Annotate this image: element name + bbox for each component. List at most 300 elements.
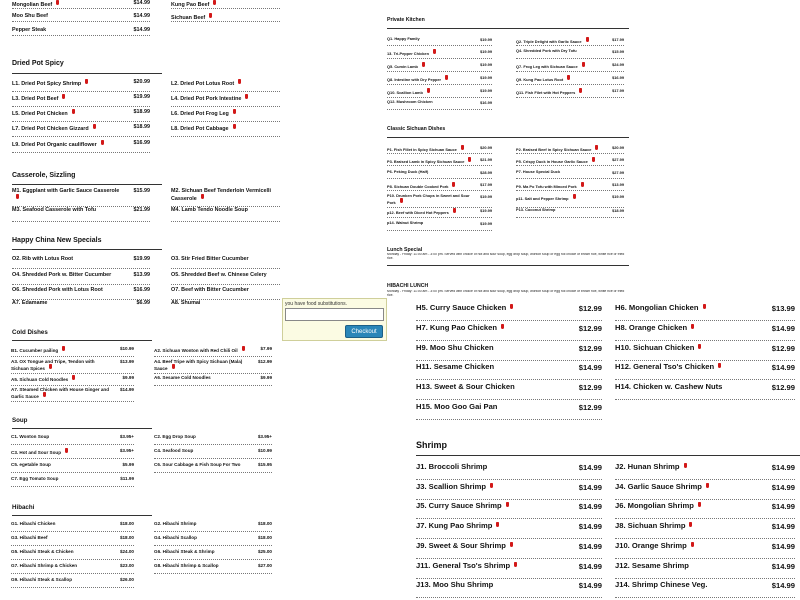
menu-item-o2-rib-with-lotus-root[interactable]: [12, 256, 150, 269]
menu-item-a5-sichuan-cold-noodles[interactable]: [11, 375, 134, 386]
menu-item-name: [154, 563, 250, 568]
menu-item-name-text: L6. Dried Pot Frog Leg: [171, 111, 229, 117]
section-divider: [387, 28, 629, 29]
section-title-hibachi-lunch: HIBACHI LUNCH: [387, 283, 429, 289]
menu-item-price: [272, 272, 280, 278]
section-divider: [12, 515, 152, 516]
menu-item-j2-hunan-shrimp[interactable]: [615, 463, 795, 480]
chili-pepper-icon: [691, 324, 694, 329]
menu-item-q4-shredded-pork-with-dry-tofu[interactable]: [516, 49, 624, 59]
menu-item-c4-seafood-soup[interactable]: [154, 448, 272, 459]
menu-item-b1-cucumber-pailing[interactable]: [11, 346, 134, 357]
menu-item-name-text: P1. Fish Fillet in Spicy Sichuan Sauce: [387, 147, 457, 152]
menu-item-q8-intestine-with-dry-pepper[interactable]: [387, 75, 492, 85]
menu-item-g8-hibachi-shrimp-scallop[interactable]: [154, 563, 272, 574]
menu-item-a4-beef-tripe-with-spicy-sichuan-mala-sauce[interactable]: [154, 359, 272, 374]
menu-item-price: $5.99: [122, 462, 134, 467]
menu-item-c7-egg-tomato-soup[interactable]: [11, 476, 134, 487]
menu-item-name-text: Mongolian Beef: [12, 2, 53, 8]
menu-item-name-text: P10. Drunken Pork Chops in Sweet and Sour Pork: [387, 194, 470, 206]
chili-pepper-icon: [238, 79, 241, 84]
menu-item-q5-cumin-lamb[interactable]: [387, 62, 492, 72]
menu-item-name-text: H12. General Tso's Chicken: [615, 363, 715, 371]
menu-item-c1-wonton-soup[interactable]: [11, 434, 134, 445]
menu-item-name: [416, 304, 574, 313]
section-title-dried-pot-spicy: Dried Pot Spicy: [12, 60, 64, 67]
menu-item-name-text: J11. General Tso's Shrimp: [416, 562, 511, 570]
menu-item-name: [11, 359, 110, 372]
menu-item-h10-sichuan-chicken[interactable]: [615, 344, 795, 361]
menu-item-name: [12, 140, 124, 148]
menu-item-name: [387, 88, 474, 95]
menu-item-name-text: L7. Dried Pot Chicken Gizzard: [12, 126, 89, 132]
menu-item-name-text: Q12. Mushroom Chicken: [387, 100, 433, 104]
menu-item-name-text: C2. Egg Drop Soup: [154, 434, 196, 439]
menu-item-price: $14.99: [771, 363, 795, 372]
section-note-hibachi-lunch: Monday - Friday: 11:00 am - 3:00 pm. Served with choice of hot and sour soup, egg drop soup, wonton soup or egg roll choice of brown rice, white rice or fried rice.: [387, 290, 625, 297]
menu-item-j12-sesame-shrimp[interactable]: [615, 562, 795, 579]
menu-item-price: $20.99: [612, 145, 624, 150]
menu-item-name-text: B1. Cucumber pailing: [11, 348, 59, 353]
menu-item-price: $21.99: [480, 157, 492, 162]
menu-item-name: [615, 522, 767, 531]
menu-item-price: $16.99: [612, 75, 624, 80]
menu-item-c5-egetable-soup[interactable]: [11, 462, 134, 473]
menu-item-name-text: H5. Curry Sauce Chicken: [416, 304, 507, 312]
menu-item-o3-stir-fried-bitter-cucumber[interactable]: [171, 256, 280, 269]
menu-item-name-text: Q11. Fish Filet with Hot Peppers: [516, 90, 576, 95]
menu-item-price: $12.99: [578, 324, 602, 333]
menu-item-price: $14.99: [771, 522, 795, 531]
section-title-classic-sichuan-dishes: Classic Sichuan Dishes: [387, 126, 446, 132]
menu-item-price: $14.99: [578, 363, 602, 372]
menu-item-a3-ox-tongue-and-tripe-tendon-with-sichuan-spices[interactable]: [11, 359, 134, 374]
menu-item-name: [154, 346, 250, 353]
menu-item-name-text: J12. Sesame Shrimp: [615, 562, 689, 570]
menu-item-name-text: J3. Scallion Shrimp: [416, 483, 487, 491]
menu-item-p14-walnut-shrimp[interactable]: [387, 221, 492, 231]
menu-item-name-text: P6. Peking Duck (Half): [387, 170, 429, 174]
chili-pepper-icon: [501, 324, 504, 329]
menu-item-h6-mongolian-chicken[interactable]: [615, 304, 795, 321]
menu-item-name-text: J10. Orange Shrimp: [615, 542, 687, 550]
menu-item-price: $18.99: [133, 124, 150, 130]
menu-item-name: [387, 145, 474, 152]
chili-pepper-icon: [213, 0, 216, 5]
menu-item-kung-pao-beef[interactable]: [171, 0, 280, 9]
menu-item-price: $12.99: [578, 304, 602, 313]
menu-item-h5-curry-sauce-chicken[interactable]: [416, 304, 602, 321]
menu-item-price: $18.99: [612, 208, 624, 213]
menu-item-g7-hibachi-shrimp-chicken[interactable]: [11, 563, 134, 574]
menu-item-h9-moo-shu-chicken[interactable]: [416, 344, 602, 361]
chili-pepper-icon: [245, 94, 248, 99]
menu-item-price: $14.99: [771, 542, 795, 551]
menu-item-price: $27.99: [612, 170, 624, 175]
menu-item-price: $13.99: [133, 272, 150, 278]
menu-item-j14-shrimp-chinese-veg[interactable]: [615, 581, 795, 598]
menu-item-moo-shu-beef[interactable]: [12, 13, 150, 22]
menu-item-p11-salt-and-pepper-shrimp[interactable]: [516, 194, 624, 208]
menu-item-name-text: 13. Tri-Pepper Chicken: [387, 51, 429, 56]
menu-item-price: $14.99: [771, 581, 795, 590]
menu-item-p6-peking-duck-half[interactable]: [387, 170, 492, 179]
chili-pepper-icon: [72, 109, 75, 114]
menu-item-name: [11, 346, 110, 353]
menu-item-m3-seafood-casserole-with-tofu[interactable]: [12, 207, 150, 222]
menu-item-p12-beef-with-diced-hot-peppers[interactable]: [387, 208, 492, 218]
menu-item-p10-drunken-pork-chops-in-sweet-and-sour-pork[interactable]: [387, 194, 492, 208]
menu-item-j9-sweet-sour-shrimp[interactable]: [416, 542, 602, 559]
chili-pepper-icon: [433, 49, 436, 54]
menu-item-name-text: L3. Dried Pot Beef: [12, 96, 59, 102]
menu-item-name: [416, 502, 574, 511]
chili-pepper-icon: [62, 346, 65, 351]
menu-item-price: $10.99: [257, 448, 272, 453]
menu-item-name-text: H6. Mongolian Chicken: [615, 304, 699, 312]
menu-item-l2-dried-pot-lotus-root[interactable]: [171, 79, 280, 92]
chili-pepper-icon: [689, 522, 692, 527]
menu-item-name: [516, 62, 606, 69]
menu-item-l4-dried-pot-pork-intestine[interactable]: [171, 94, 280, 107]
menu-item-c2-egg-drop-soup[interactable]: [154, 434, 272, 445]
menu-item-p9-ma-po-tofu-with-minced-pork[interactable]: [516, 182, 624, 191]
menu-item-price: $27.99: [612, 157, 624, 162]
menu-item-h13-sweet-sour-chicken[interactable]: [416, 383, 602, 400]
menu-item-name: [516, 88, 606, 95]
menu-item-name: [615, 483, 767, 492]
menu-item-c6-sour-cabbage-fish-soup-for-two[interactable]: [154, 462, 272, 473]
chili-pepper-icon: [72, 375, 75, 380]
section-title-shrimp: Shrimp: [416, 440, 448, 450]
menu-item-j7-kung-pao-shrimp[interactable]: [416, 522, 602, 539]
menu-item-p2-braised-beef-in-spicy-sichuan-sauce[interactable]: [516, 145, 624, 154]
menu-item-p13-coconut-shrimp[interactable]: [516, 208, 624, 218]
menu-item-price: $18.00: [119, 521, 134, 526]
menu-item-m4-lamb-tendo-noodle-soup[interactable]: [171, 207, 280, 222]
menu-item-name-text: Q4. Shredded Pork with Dry Tofu: [516, 49, 577, 53]
menu-item-name: [516, 194, 606, 201]
menu-item-price: $18.00: [257, 535, 272, 540]
menu-item-price: $14.99: [771, 502, 795, 511]
menu-item-name-text: C5. egetable Soup: [11, 462, 51, 467]
menu-item-pepper-steak[interactable]: [12, 27, 150, 36]
menu-item-name: [615, 383, 767, 392]
chili-pepper-icon: [592, 157, 595, 162]
menu-item-13-tri-pepper-chicken[interactable]: [387, 49, 492, 59]
menu-item-name: [615, 463, 767, 472]
menu-item-price: $17.99: [612, 37, 624, 42]
special-instructions-input[interactable]: [285, 308, 384, 321]
menu-item-q11-fish-filet-with-hot-peppers[interactable]: [516, 88, 624, 98]
menu-item-price: $12.99: [771, 383, 795, 392]
menu-item-name: [387, 62, 474, 69]
menu-item-name-text: M4. Lamb Tendo Noodle Soup: [171, 207, 248, 213]
checkout-button[interactable]: Checkout: [345, 325, 383, 338]
section-divider: [387, 137, 629, 138]
menu-item-name: [12, 287, 124, 293]
menu-item-price: $15.99: [612, 49, 624, 54]
menu-item-name-text: O2. Rib with Lotus Root: [12, 256, 74, 262]
menu-item-name: [154, 359, 250, 372]
menu-item-name: [387, 49, 474, 56]
menu-item-price: $6.99: [136, 300, 150, 306]
menu-item-name-text: Q10. Scallion Lamb: [387, 90, 423, 95]
chili-pepper-icon: [461, 145, 464, 150]
menu-item-name: [11, 535, 110, 540]
menu-panel-p4: [400, 300, 800, 600]
menu-item-name-text: C1. Wonton Soup: [11, 434, 50, 439]
menu-item-name: [416, 463, 574, 472]
menu-item-name: [416, 542, 574, 551]
menu-item-c3-hot-and-sour-soup[interactable]: [11, 448, 134, 459]
menu-item-name: [171, 207, 272, 213]
menu-item-q10-scallion-lamb[interactable]: [387, 88, 492, 98]
menu-item-j3-scallion-shrimp[interactable]: [416, 483, 602, 500]
chili-pepper-icon: [586, 37, 589, 42]
menu-item-l7-dried-pot-chicken-gizzard[interactable]: [12, 124, 150, 137]
menu-item-name-text: G3. Hibachi Beef: [11, 535, 48, 540]
menu-item-name: [516, 182, 606, 189]
menu-item-price: [272, 256, 280, 262]
menu-item-price: $18.00: [257, 521, 272, 526]
chili-pepper-icon: [468, 157, 471, 162]
menu-item-name-text: H9. Moo Shu Chicken: [416, 344, 494, 352]
menu-item-j13-moo-shu-shrimp[interactable]: [416, 581, 602, 598]
menu-item-price: [272, 94, 280, 100]
menu-item-q7-frog-leg-with-sichuan-sauce[interactable]: [516, 62, 624, 72]
menu-item-name-text: J7. Kung Pao Shrimp: [416, 522, 493, 530]
menu-item-name-text: P7. House Special Duck: [516, 170, 561, 174]
chili-pepper-icon: [579, 88, 582, 93]
menu-item-m1-eggplant-with-garlic-sauce-casserole[interactable]: [12, 188, 150, 207]
menu-item-name: [516, 170, 606, 174]
chili-pepper-icon: [56, 0, 59, 5]
menu-item-name: [416, 483, 574, 492]
chili-pepper-icon: [65, 448, 68, 453]
menu-item-price: $13.99: [771, 304, 795, 313]
menu-item-name: [387, 37, 474, 41]
menu-item-name: [171, 300, 272, 306]
menu-item-name-text: Pepper Steak: [12, 27, 47, 33]
menu-item-name-text: A7. Edamame: [12, 300, 48, 306]
menu-item-j10-orange-shrimp[interactable]: [615, 542, 795, 559]
menu-panel-p3: [382, 0, 800, 300]
menu-item-a7-steamed-chicken-with-house-ginger-and-garlic-sauce[interactable]: [11, 387, 134, 402]
menu-item-price: $19.99: [480, 194, 492, 199]
menu-item-price: $12.99: [257, 359, 272, 364]
menu-item-q1-happy-family[interactable]: [387, 37, 492, 46]
menu-item-h12-general-tso-s-chicken[interactable]: [615, 363, 795, 380]
chili-pepper-icon: [718, 363, 721, 368]
menu-item-name: [171, 13, 272, 21]
menu-item-name-text: G2. Hibachi Shrimp: [154, 521, 197, 526]
chili-pepper-icon: [233, 109, 236, 114]
special-instructions-popup: [282, 298, 387, 341]
menu-item-price: $19.99: [612, 194, 624, 199]
menu-item-o6-shredded-pork-with-lotus-root[interactable]: [12, 287, 150, 300]
menu-item-j4-garlic-sauce-shrimp[interactable]: [615, 483, 795, 500]
menu-item-g1-hibachi-chicken[interactable]: [11, 521, 134, 532]
menu-item-price: $17.99: [612, 88, 624, 93]
menu-item-q9-kung-pao-lotus-root[interactable]: [516, 75, 624, 85]
menu-item-name-text: Q1. Happy Family: [387, 37, 420, 41]
menu-item-l8-dried-pot-cabbage[interactable]: [171, 124, 280, 137]
menu-item-m2-sichuan-beef-tenderloin-vermicelli-casserole[interactable]: [171, 188, 280, 207]
chili-pepper-icon: [510, 542, 513, 547]
menu-item-name: [416, 562, 574, 571]
section-divider: [12, 184, 162, 185]
menu-item-mongolian-beef[interactable]: [12, 0, 150, 9]
menu-item-a2-sichuan-wonton-with-red-chili-oil[interactable]: [154, 346, 272, 357]
section-divider: [387, 265, 629, 266]
menu-item-name-text: H10. Sichuan Chicken: [615, 344, 695, 352]
chili-pepper-icon: [427, 88, 430, 93]
menu-item-name: [154, 375, 250, 380]
chili-pepper-icon: [422, 62, 425, 67]
menu-item-h14-chicken-w-cashew-nuts[interactable]: [615, 383, 795, 400]
menu-item-g4-hibachi-scallop[interactable]: [154, 535, 272, 546]
section-divider: [12, 249, 162, 250]
chili-pepper-icon: [209, 13, 212, 18]
menu-item-l9-dried-pot-organic-cauliflower[interactable]: [12, 140, 150, 153]
menu-item-price: [272, 300, 280, 306]
menu-item-name-text: H14. Chicken w. Cashew Nuts: [615, 383, 723, 391]
menu-item-name-text: J6. Mongolian Shrimp: [615, 502, 694, 510]
menu-item-price: [272, 124, 280, 130]
section-divider: [416, 455, 800, 456]
chili-pepper-icon: [582, 62, 585, 67]
menu-item-name-text: C4. Seafood Soup: [154, 448, 194, 453]
menu-item-price: $19.99: [480, 49, 492, 54]
menu-item-name-text: O7. Beef with Bitter Cucumber: [171, 287, 249, 293]
menu-item-name-text: A2. Sichuan Wonton with Red Chili Oil: [154, 348, 238, 353]
menu-item-name: [12, 109, 124, 117]
menu-item-o4-shredded-pork-w-bitter-cucumber[interactable]: [12, 272, 150, 285]
menu-item-p5-crispy-duck-in-house-garlic-sauce[interactable]: [516, 157, 624, 166]
menu-item-name: [12, 0, 124, 8]
menu-item-price: $9.99: [122, 375, 134, 380]
menu-item-h15-moo-goo-gai-pan[interactable]: [416, 403, 602, 420]
menu-item-l1-dried-pot-spicy-shrimp[interactable]: [12, 79, 150, 92]
menu-item-name-text: Q9. Kung Pao Lotus Root: [516, 77, 564, 82]
section-title-happy-china-new-specials: Happy China New Specials: [12, 237, 102, 244]
chili-pepper-icon: [172, 364, 175, 369]
menu-item-name: [12, 188, 124, 202]
menu-item-name-text: L2. Dried Pot Lotus Root: [171, 81, 235, 87]
menu-item-name: [11, 434, 110, 439]
menu-item-h11-sesame-chicken[interactable]: [416, 363, 602, 380]
menu-item-name: [615, 344, 767, 353]
menu-item-name: [416, 344, 574, 353]
menu-item-name: [171, 0, 272, 8]
menu-item-j6-mongolian-shrimp[interactable]: [615, 502, 795, 519]
menu-item-j8-sichuan-shrimp[interactable]: [615, 522, 795, 539]
menu-item-p7-house-special-duck[interactable]: [516, 170, 624, 179]
menu-item-name-text: G8. Hibachi Shrimp & Scallop: [154, 563, 219, 568]
menu-item-price: $26.00: [119, 577, 134, 582]
menu-item-name-text: G9. Hibachi Steak & Scallop: [11, 577, 73, 582]
menu-item-name: [387, 170, 474, 174]
chili-pepper-icon: [452, 182, 455, 187]
menu-item-price: $14.99: [771, 463, 795, 472]
menu-item-l3-dried-pot-beef[interactable]: [12, 94, 150, 107]
menu-item-name: [416, 383, 574, 392]
menu-item-price: $16.99: [133, 287, 150, 293]
menu-item-g3-hibachi-beef[interactable]: [11, 535, 134, 546]
menu-item-name-text: Q7. Frog Leg with Sichuan Sauce: [516, 64, 578, 69]
menu-item-a8-shumai[interactable]: [171, 300, 280, 310]
chili-pepper-icon: [233, 124, 236, 129]
menu-item-name-text: G1. Hibachi Chicken: [11, 521, 56, 526]
menu-item-p1-fish-fillet-in-spicy-sichuan-sauce[interactable]: [387, 145, 492, 154]
menu-item-name: [12, 124, 124, 132]
menu-item-g2-hibachi-shrimp[interactable]: [154, 521, 272, 532]
menu-item-price: $9.99: [260, 375, 272, 380]
menu-item-price: $19.99: [480, 208, 492, 213]
menu-item-sichuan-beef[interactable]: [171, 13, 280, 22]
menu-item-h8-orange-chicken[interactable]: [615, 324, 795, 341]
menu-item-q2-triple-delight-with-garlic-sauce[interactable]: [516, 37, 624, 46]
menu-item-price: $24.00: [119, 549, 134, 554]
menu-item-name: [12, 13, 124, 19]
menu-item-a6-sesame-cold-noodles[interactable]: [154, 375, 272, 386]
menu-item-name-text: P9. Ma Po Tofu with Minced Pork: [516, 184, 577, 189]
menu-item-o7-beef-with-bitter-cucumber[interactable]: [171, 287, 280, 300]
menu-item-name-text: C6. Sour Cabbage & Fish Soup For Two: [154, 462, 241, 467]
menu-item-name: [12, 256, 124, 262]
chili-pepper-icon: [703, 304, 706, 309]
menu-item-j1-broccoli-shrimp[interactable]: [416, 463, 602, 480]
menu-item-price: [272, 79, 280, 85]
menu-item-price: $23.00: [119, 563, 134, 568]
menu-item-price: $19.99: [480, 75, 492, 80]
menu-item-price: $17.99: [480, 182, 492, 187]
menu-item-p3-braised-lamb-in-spicy-sichuan-sauce[interactable]: [387, 157, 492, 166]
menu-item-name-text: J1. Broccoli Shrimp: [416, 463, 488, 471]
menu-item-name: [516, 75, 606, 82]
section-title-soup: Soup: [12, 417, 28, 424]
menu-item-price: $27.00: [257, 563, 272, 568]
menu-item-name-text: P13. Coconut Shrimp: [516, 208, 556, 212]
menu-item-j11-general-tso-s-shrimp[interactable]: [416, 562, 602, 579]
menu-item-g5-hibachi-steak-chicken[interactable]: [11, 549, 134, 560]
menu-item-name: [416, 403, 574, 412]
chili-pepper-icon: [201, 194, 204, 199]
menu-item-a7-edamame[interactable]: [12, 300, 150, 310]
menu-item-h7-kung-pao-chicken[interactable]: [416, 324, 602, 341]
menu-item-g9-hibachi-steak-scallop[interactable]: [11, 577, 134, 588]
menu-item-q12-mushroom-chicken[interactable]: [387, 100, 492, 110]
menu-item-g6-hibachi-steak-shrimp[interactable]: [154, 549, 272, 560]
menu-item-o5-shredded-beef-w-chinese-celery[interactable]: [171, 272, 280, 285]
section-title-casserole-sizzling: Casserole, Sizzling: [12, 172, 76, 179]
menu-item-j5-curry-sauce-shrimp[interactable]: [416, 502, 602, 519]
menu-item-price: $19.99: [480, 62, 492, 67]
menu-item-p8-sichuan-double-cooked-pork[interactable]: [387, 182, 492, 191]
menu-item-l5-dried-pot-chicken[interactable]: [12, 109, 150, 122]
chili-pepper-icon: [581, 182, 584, 187]
menu-item-name-text: A4. Beef Tripe with Spicy Sichuan (Mala) Sauce: [154, 359, 243, 372]
menu-item-l6-dried-pot-frog-leg[interactable]: [171, 109, 280, 122]
menu-panel-p2: [0, 310, 280, 600]
menu-item-price: $19.99: [133, 94, 150, 100]
menu-item-price: $7.99: [260, 346, 272, 351]
chili-pepper-icon: [490, 483, 493, 488]
menu-item-price: $14.99: [133, 13, 150, 19]
menu-item-price: $14.99: [578, 522, 602, 531]
menu-item-price: $15.95: [257, 462, 272, 467]
